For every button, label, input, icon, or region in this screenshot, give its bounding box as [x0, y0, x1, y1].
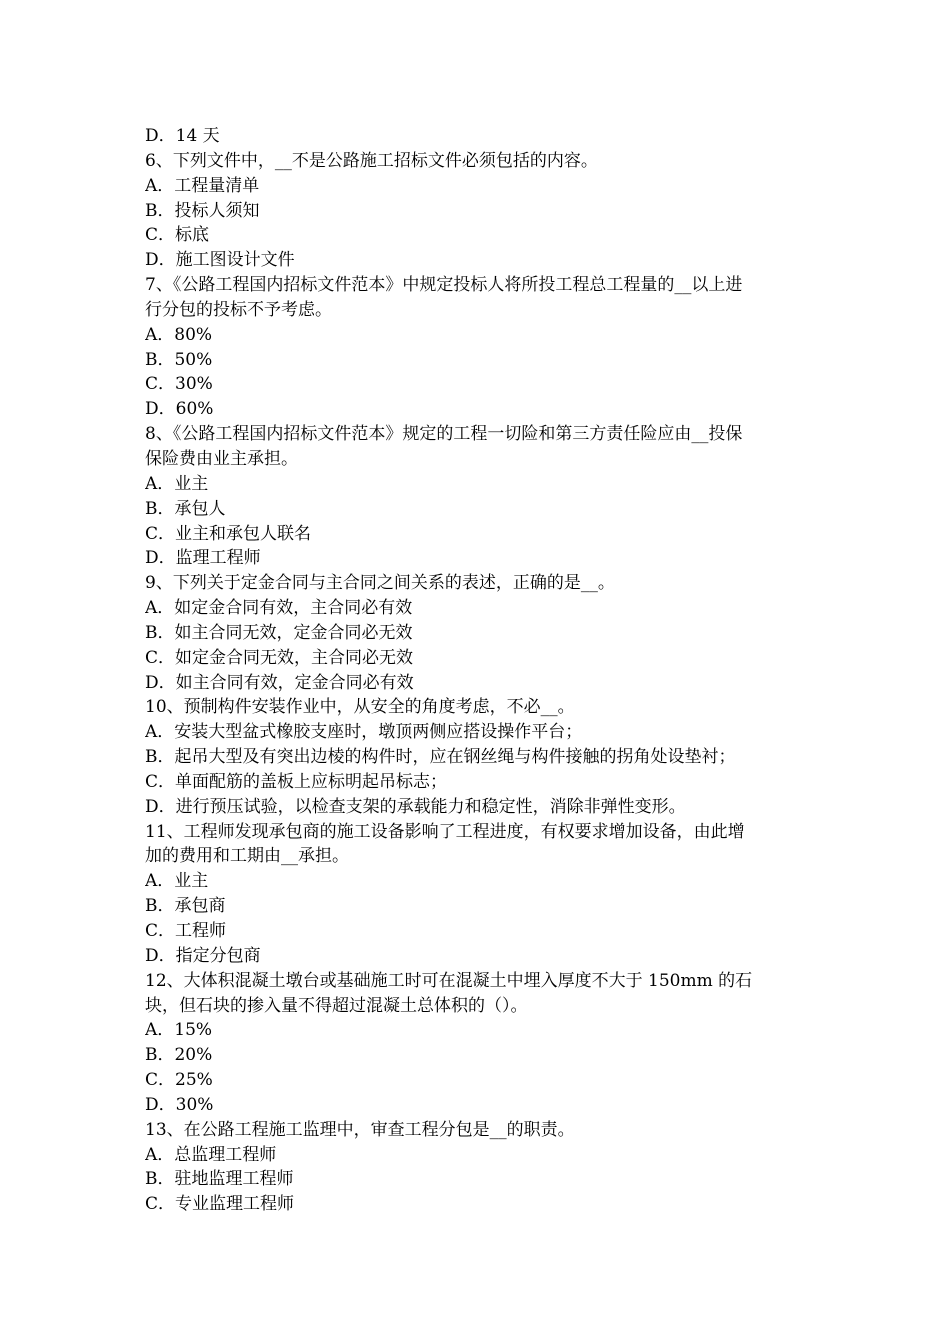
option-line: A．80% [145, 324, 213, 345]
option-line: B．承包人 [145, 498, 226, 519]
option-line: B．承包商 [145, 896, 226, 917]
option-line: B．如主合同无效，定金合同必无效 [145, 622, 413, 643]
option-line: A．工程量清单 [145, 175, 260, 196]
option-line: B．50% [145, 349, 213, 370]
question-line: 10、预制构件安装作业中，从安全的角度考虑，不必__。 [145, 697, 575, 718]
question-line: 加的费用和工期由__承担。 [145, 846, 349, 867]
option-line: B．驻地监理工程师 [145, 1169, 294, 1190]
option-line: D．指定分包商 [145, 945, 261, 966]
option-line: C．业主和承包人联名 [145, 523, 312, 544]
question-line: 7、《公路工程国内招标文件范本》中规定投标人将所投工程总工程量的__以上进 [145, 275, 743, 296]
option-line: D．施工图设计文件 [145, 250, 295, 271]
question-line: 9、下列关于定金合同与主合同之间关系的表述，正确的是__。 [145, 573, 615, 594]
question-line: 保险费由业主承担。 [145, 448, 298, 469]
option-line: D．30% [145, 1094, 214, 1115]
option-line: A．业主 [145, 871, 209, 892]
question-line: 13、在公路工程施工监理中，审查工程分包是__的职责。 [145, 1119, 575, 1140]
question-line: 8、《公路工程国内招标文件范本》规定的工程一切险和第三方责任险应由__投保 [145, 424, 743, 445]
question-line: 11、工程师发现承包商的施工设备影响了工程进度，有权要求增加设备，由此增 [145, 821, 745, 842]
option-line: D．14 天 [145, 126, 220, 146]
option-line: A．安装大型盆式橡胶支座时，墩顶两侧应搭设操作平台； [145, 722, 583, 743]
option-line: C．工程师 [145, 921, 227, 941]
document-body [145, 124, 815, 1217]
option-line: A．15% [145, 1020, 213, 1041]
option-line: D．如主合同有效，定金合同必有效 [145, 672, 414, 693]
question-line: 块，但石块的掺入量不得超过混凝土总体积的（）。 [145, 995, 528, 1016]
option-line: A．业主 [145, 473, 209, 494]
option-line: C．专业监理工程师 [145, 1194, 295, 1215]
option-line: C．单面配筋的盖板上应标明起吊标志； [145, 771, 448, 792]
option-line: D．进行预压试验，以检查支架的承载能力和稳定性，消除非弹性变形。 [145, 796, 686, 817]
option-line: B．起吊大型及有突出边棱的构件时，应在钢丝绳与构件接触的拐角处设垫衬； [145, 747, 736, 768]
option-line: D．监理工程师 [145, 548, 261, 569]
question-line: 6、下列文件中，__不是公路施工招标文件必须包括的内容。 [145, 150, 598, 171]
option-line: A．总监理工程师 [145, 1144, 277, 1165]
question-line: 行分包的投标不予考虑。 [145, 299, 332, 320]
option-line: D．60% [145, 399, 214, 420]
option-line: B．投标人须知 [145, 200, 260, 221]
option-line: A．如定金合同有效，主合同必有效 [145, 598, 413, 619]
option-line: B．20% [145, 1045, 213, 1066]
option-line: C．标底 [145, 225, 210, 246]
question-line: 12、大体积混凝土墩台或基础施工时可在混凝土中埋入厚度不大于 150mm 的石 [145, 970, 753, 991]
option-line: C．25% [145, 1070, 213, 1091]
option-line: C．30% [145, 374, 213, 395]
option-line: C．如定金合同无效，主合同必无效 [145, 647, 414, 668]
